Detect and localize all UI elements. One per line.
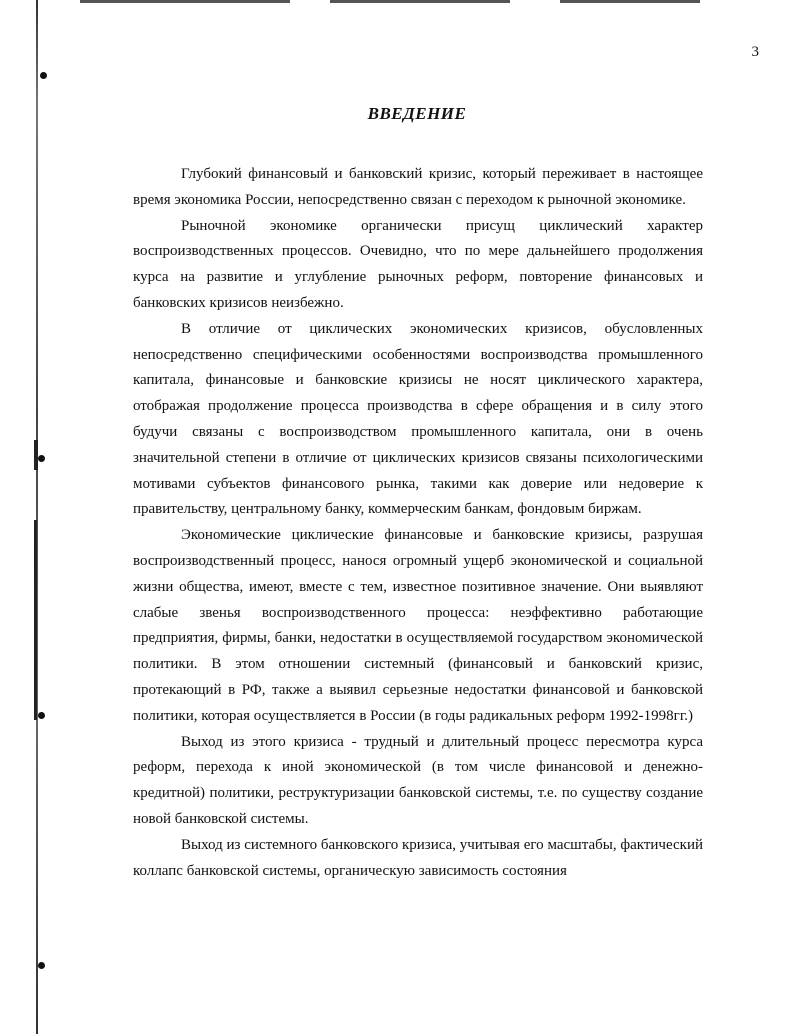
scan-edge-mark — [560, 0, 700, 3]
page-number: 3 — [751, 44, 759, 60]
paragraph: Глубокий финансовый и банковский кризис, который переживает в настоящее время экономика России, непосредственно связан с переходом к рыночной экономике. — [133, 166, 703, 208]
binding-edge — [36, 0, 38, 1034]
scan-edge-mark — [80, 0, 290, 3]
paragraph: Экономические циклические финансовые и банковские кризисы, разрушая воспроизводственный процесс, нанося огромный ущерб экономической и социальной жизни общества, имеют, вместе с тем, известное позитивное значение. Они выявляют слабые звенья воспроизводственного процесса: неэффективно работающие предприятия, фирмы, банки, недостатки в осуществляемой государством экономической политики. В этом отношении системный (финансовый и банковский кризис, протекающий в РФ, также а выявил серьезные недостатки финансовой и банковской политики, которая осуществляется в России (в годы радикальных реформ 1992-1998гг.) — [133, 527, 703, 724]
binding-streak — [34, 520, 37, 720]
binding-streak — [34, 440, 38, 470]
binding-hole — [38, 712, 45, 719]
binding-hole — [38, 962, 45, 969]
paragraph: Выход из системного банковского кризиса, учитывая его масштабы, фактический коллапс банковской системы, органическую зависимость состояния — [133, 836, 703, 879]
binding-hole — [38, 455, 45, 462]
scan-edge-mark — [330, 0, 510, 3]
binding-hole — [40, 72, 47, 79]
body-text — [133, 162, 703, 884]
page-title: ВВЕДЕНИЕ — [367, 104, 467, 123]
paragraph: В отличие от циклических экономических кризисов, обусловленных непосредственно специфическими особенностями воспроизводства промышленного капитала, финансовые и банковские кризисы не носят циклического характера, отображая продолжение процесса производства в сфере обращения и в силу этого будучи связаны с воспроизводством промышленного капитала, они в очень значительной степени в отличие от циклических кризисов связаны психологическими мотивами субъектов финансового рынка, такими как доверие или недоверие к правительству, центральному банку, коммерческим банкам, фондовым биржам. — [133, 320, 703, 518]
paragraph: Выход из этого кризиса - трудный и длительный процесс пересмотра курса реформ, перехода к иной экономической (в том числе финансовой и денежно-кредитной) политики, реструктуризации банковской системы, т.е. по существу создание новой банковской системы. — [133, 733, 703, 827]
paragraph: Рыночной экономике органически присущ циклический характер воспроизводственных процессов. Очевидно, что по мере дальнейшего продолжения курса на развитие и углубление рыночных реформ, повторение финансовых и банковских кризисов неизбежно. — [133, 217, 703, 311]
